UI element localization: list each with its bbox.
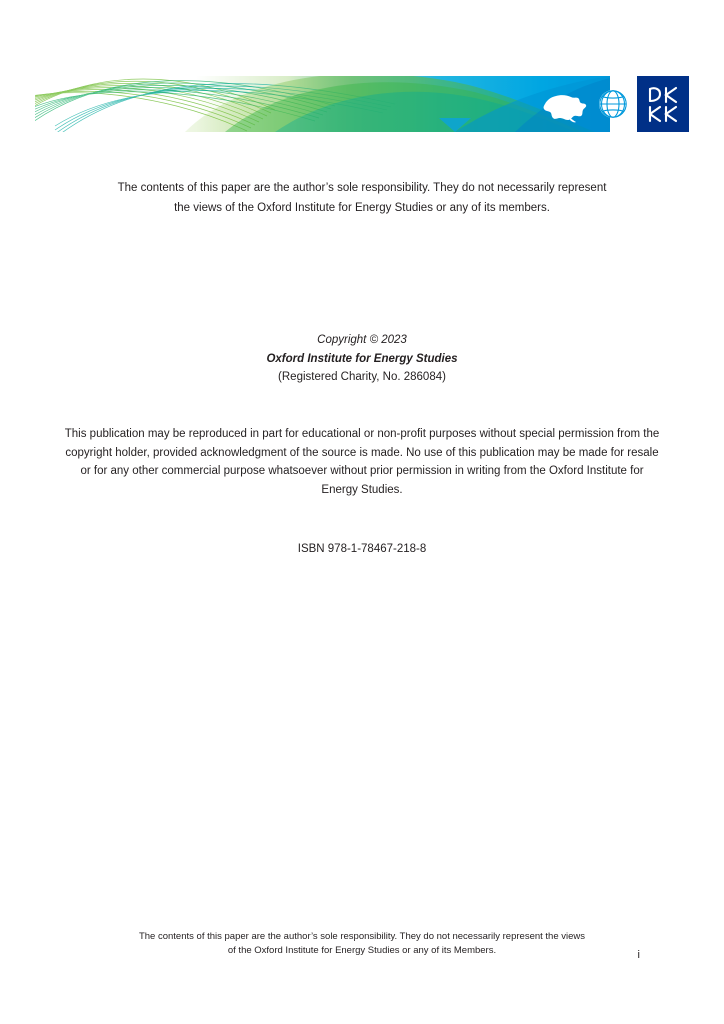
footer-note [62, 930, 662, 958]
copyright-organisation: Oxford Institute for Energy Studies [266, 352, 458, 365]
permission-text: This publication may be reproduced in part for educational or non-profit purposes without special permission from the copyright holder, provided acknowledgment of the source is made. No use of this publication may be made for resale or for any other commercial purpose whatsoever without prior permission in writing from the Oxford Institute for Energy Studies. [64, 428, 660, 496]
header-banner [35, 76, 689, 132]
globe-icon [599, 90, 627, 118]
copyright-charity-number: (Registered Charity, No. 286084) [278, 371, 446, 383]
copyright-year-line: Copyright © 2023 [317, 334, 407, 346]
copyright-block [112, 331, 612, 387]
footer-line-2: of the Oxford Institute for Energy Studies or any of its Members. [227, 945, 497, 956]
footer-line-1: The contents of this paper are the author’s sole responsibility. They do not necessarily represent the views [138, 931, 586, 942]
disclaimer-text: The contents of this paper are the author’s sole responsibility. They do not necessarily represent the views of the Oxford Institute for Energy Studies or any of its members. [117, 182, 607, 214]
page-number: i [637, 949, 640, 961]
oies-logo-icon [637, 76, 689, 132]
isbn-text: ISBN 978-1-78467-218-8 [297, 543, 427, 555]
